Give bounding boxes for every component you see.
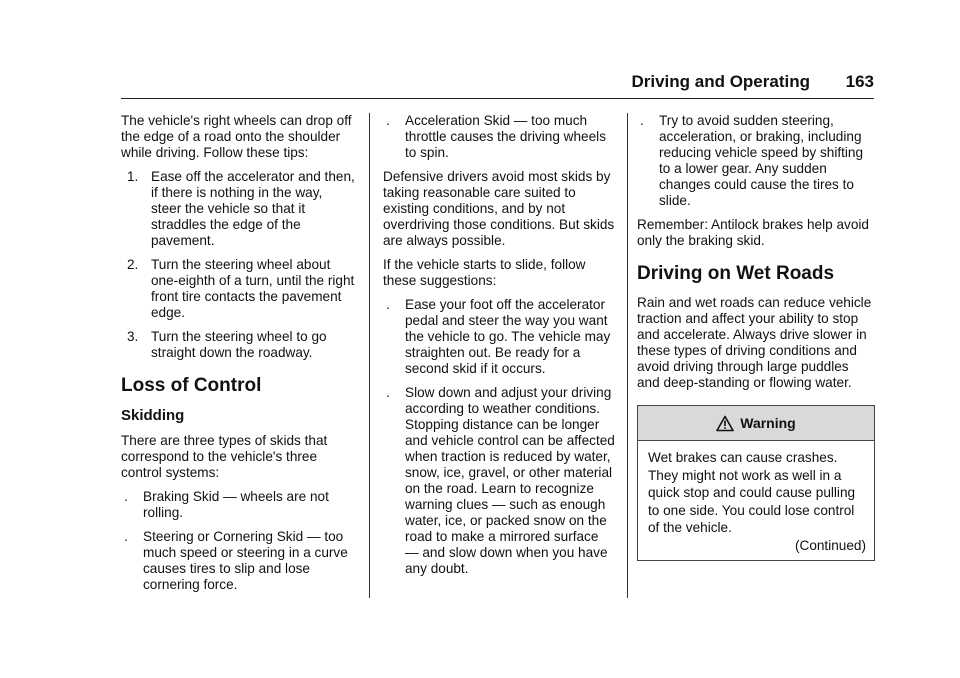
heading-loss-of-control: Loss of Control (121, 375, 262, 396)
bullet-marker: . (640, 113, 644, 128)
bullet-text: Steering or Cornering Skid — too much speed or steering in a curve causes tires to slip and lose cornering force. (143, 529, 348, 592)
continued-label: (Continued) (794, 537, 866, 553)
paragraph: Rain and wet roads can reduce vehicle traction and affect your ability to stop and accelerate. Always drive slower in these types of driving conditions and avoid driving through large puddles and deep-standing or flowing water. (637, 295, 872, 390)
intro-paragraph: The vehicle's right wheels can drop off the edge of a road onto the shoulder while driving. Follow these tips: (121, 113, 352, 160)
step-text: Ease off the accelerator and then, if there is nothing in the way, steer the vehicle so that it straddles the edge of the pavement. (151, 169, 355, 248)
section-title: Driving and Operating (631, 72, 810, 91)
paragraph: Remember: Antilock brakes help avoid only the braking skid. (637, 217, 869, 248)
heading-wet-roads: Driving on Wet Roads (637, 263, 835, 284)
column-divider (627, 113, 628, 598)
warning-header (638, 406, 874, 441)
bullet-marker: . (386, 297, 390, 312)
paragraph: If the vehicle starts to slide, follow these suggestions: (383, 257, 586, 288)
numbered-step (127, 329, 355, 361)
bullet-text: Slow down and adjust your driving according to weather conditions. Stopping distance can be longer and vehicle control can be affected when traction is reduced by water, snow, ice, gravel, or other material on the road. Learn to recognize warning clues — such as enough water, ice, or packed snow on the road to make a mirrored surface — and slow down when you have any doubt. (405, 385, 615, 576)
warning-title: Warning (740, 415, 796, 431)
warning-body (638, 441, 874, 560)
column-left (121, 113, 355, 601)
warning-triangle-icon (716, 415, 734, 432)
bullet-marker: . (124, 529, 128, 544)
bullet-marker: . (386, 385, 390, 400)
warning-text: Wet brakes can cause crashes. They might not work as well in a quick stop and could cause pulling to one side. You could lose control of the vehicle. (648, 450, 856, 535)
bullet-item (383, 113, 615, 161)
step-number: 1. (127, 169, 139, 184)
column-right (637, 113, 875, 561)
step-text: Turn the steering wheel about one-eighth of a turn, until the right front tire contacts the pavement edge. (151, 257, 355, 320)
column-middle (383, 113, 615, 585)
bullet-item (121, 529, 355, 593)
page-header (121, 66, 874, 99)
numbered-step (127, 169, 355, 249)
bullet-text: Try to avoid sudden steering, acceleration, or braking, including reducing vehicle speed by shifting to a lower gear. Any sudden changes could cause the tires to slide. (659, 113, 864, 208)
bullet-item (637, 113, 875, 209)
page-number: 163 (845, 72, 874, 91)
column-divider (369, 113, 370, 598)
bullet-text: Braking Skid — wheels are not rolling. (143, 489, 329, 520)
paragraph: Defensive drivers avoid most skids by taking reasonable care suited to existing conditions, and by not overdriving those conditions. But skids are always possible. (383, 169, 615, 248)
skid-intro: There are three types of skids that correspond to the vehicle's three control systems: (121, 433, 328, 480)
bullet-marker: . (386, 113, 390, 128)
bullet-text: Acceleration Skid — too much throttle causes the driving wheels to spin. (405, 113, 606, 160)
step-number: 2. (127, 257, 139, 272)
bullet-item (383, 297, 615, 377)
step-number: 3. (127, 329, 139, 344)
warning-box (637, 405, 875, 561)
step-text: Turn the steering wheel to go straight down the roadway. (151, 329, 327, 360)
bullet-text: Ease your foot off the accelerator pedal and steer the way you want the vehicle to go. The vehicle may straighten out. Be ready for a second skid if it occurs. (405, 297, 611, 376)
heading-skidding: Skidding (121, 407, 185, 424)
bullet-item (121, 489, 355, 521)
bullet-marker: . (124, 489, 128, 504)
bullet-item (383, 385, 615, 577)
numbered-step (127, 257, 355, 321)
